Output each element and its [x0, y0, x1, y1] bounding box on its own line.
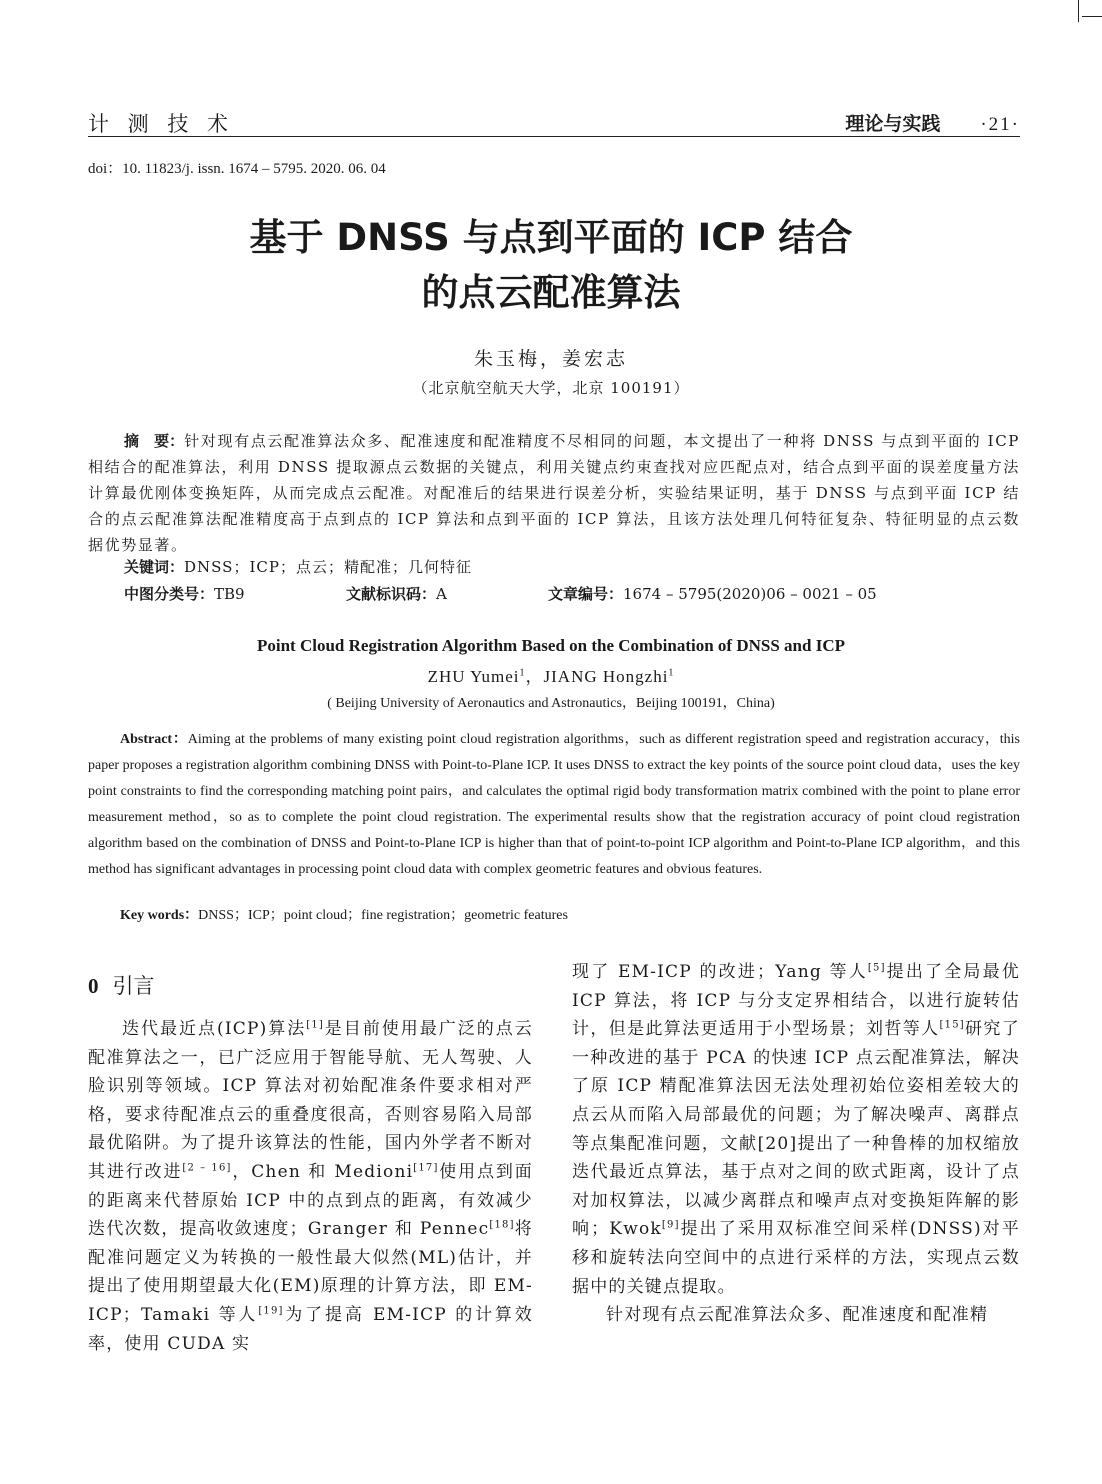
body-column-right [572, 958, 1020, 1330]
affiliation: （北京航空航天大学，北京 100191） [412, 379, 690, 397]
right-paragraph-2: 针对现有点云配准算法众多、配准速度和配准精 [606, 1305, 989, 1326]
en-author-2-sup: 1 [668, 667, 675, 679]
en-keywords-text: DNSS；ICP；point cloud；fine registration；geometric features [198, 908, 568, 923]
citation-1: [1] [306, 1019, 324, 1031]
right-text-2: 提出了全局最优 ICP 算法，将 ICP 与分支定界相结合，以进行旋转估计，但是此算法更适用于小型场景；刘哲等人 [572, 962, 1020, 1040]
page-number: ·21· [980, 114, 1020, 135]
authors: 朱玉梅，姜宏志 [473, 348, 628, 370]
clc-number [124, 583, 245, 604]
right-text-1: 现了 EM-ICP 的改进；Yang 等人 [572, 962, 868, 982]
doi: doi：10. 11823/j. issn. 1674 – 5795. 2020. 06. 04 [88, 161, 386, 177]
paper-title [0, 210, 1102, 320]
doc-code [346, 583, 447, 604]
en-abstract-label: Abstract： [120, 732, 188, 747]
title-line-1: 基于 DNSS 与点到平面的 ICP 结合 [249, 216, 853, 259]
right-paragraph-1 [572, 958, 1020, 1301]
header-rule [88, 136, 1020, 137]
cn-abstract [88, 428, 1020, 558]
clc-label: 中图分类号： [124, 585, 215, 603]
crop-mark-top-right-h [1082, 16, 1102, 17]
en-author-2: JIANG Hongzhi [543, 667, 669, 686]
article-label: 文章编号： [548, 585, 624, 603]
en-keywords-label: Key words： [120, 908, 199, 923]
left-text-4: 使用点到面的距离来代替原始 ICP 中的点到点的距离，有效减少迭代次数，提高收敛速度；Granger 和 Pennec [88, 1161, 533, 1240]
journal-name: 计 测 技 术 [88, 112, 235, 136]
en-keywords [120, 904, 568, 924]
body-column-left [88, 1015, 533, 1358]
cn-keywords [124, 556, 472, 577]
doc-value: A [436, 585, 447, 603]
en-authors [0, 662, 1102, 687]
doc-label: 文献标识码： [346, 585, 437, 603]
left-text-1: 迭代最近点(ICP)算法 [122, 1019, 307, 1039]
right-text-3: 研究了一种改进的基于 PCA 的快速 ICP 点云配准算法，解决了原 ICP 精配准算法因无法处理初始位姿相差较大的点云从而陷入局部最优的问题；为了解决噪声、离群点等点集配准问题，文献[20]提出了一种鲁棒的加权缩放迭代最近点算法，基于点对之间的欧式距离，设计了点对加权算法，以减少离群点和噪声点对变换矩阵解的影响；Kwok [572, 1019, 1021, 1240]
section-heading [88, 970, 155, 1000]
right-text-4: 提出了采用双标准空间采样(DNSS)对平移和旋转法向空间中的点进行采样的方法，实现点云数据中的关键点提取。 [572, 1219, 1020, 1297]
en-title: Point Cloud Registration Algorithm Based on the Combination of DNSS and ICP [257, 636, 845, 655]
cn-abstract-text: 针对现有点云配准算法众多、配准速度和配准精度不尽相同的问题，本文提出了一种将 DNSS 与点到平面的 ICP 相结合的配准算法，利用 DNSS 提取源点云数据的关键点，利用关键点约束查找对应匹配点对，结合点到平面的误差度量方法计算最优刚体变换矩阵，从而完成点云配准。对配准后的结果进行误差分析，实验结果证明，基于 DNSS 与点到平面 ICP 结合的点云配准算法配准精度高于点到点的 ICP 算法和点到平面的 ICP 算法，且该方法处理几何特征复杂、特征明显的点云数据优势显著。 [88, 432, 1020, 554]
cn-keywords-label: 关键词： [124, 558, 185, 576]
left-text-2: 是目前使用最广泛的点云配准算法之一，已广泛应用于智能导航、无人驾驶、人脸识别等领域。ICP 算法对初始配准条件要求相对严格，要求待配准点云的重叠度很高，否则容易陷入局部最优陷阱。为了提升该算法的性能，国内外学者不断对其进行改进 [88, 1019, 534, 1182]
en-author-1-sup: 1 [519, 667, 526, 679]
running-header-right [845, 109, 1020, 136]
section-number: 0 [88, 974, 99, 998]
left-text-5: 将配准问题定义为转换的一般性最大似然(ML)估计，并提出了使用期望最大化(EM)原理的计算方法，即 EM-ICP；Tamaki 等人 [88, 1219, 534, 1325]
citation-15: [15] [939, 1019, 965, 1031]
en-abstract [88, 727, 1020, 883]
en-author-1: ZHU Yumei [427, 667, 520, 686]
left-text-3: ，Chen 和 Medioni [231, 1161, 414, 1182]
citation-9: [9] [661, 1219, 680, 1231]
section-title: 引言 [112, 974, 155, 998]
crop-mark-top-right [1078, 0, 1079, 22]
section-name: 理论与实践 [845, 113, 941, 135]
article-value: 1674 – 5795(2020)06 – 0021 – 05 [623, 585, 877, 603]
en-abstract-text: Aiming at the problems of many existing point cloud registration algorithms，such as different registration speed and registration accuracy，this paper proposes a registration algorithm combining DNSS with Point-to-Plane ICP. It uses DNSS to extract the key points of the source point cloud data，uses the key point constraints to find the corresponding matching point pairs，and calculates the optimal rigid body transformation matrix combined with the point to plane error measurement method，so as to complete the point cloud registration. The experimental results show that the registration accuracy of point cloud registration algorithm based on the combination of DNSS and Point-to-Plane ICP is higher than that of point-to-point ICP algorithm and Point-to-Plane ICP algorithm，and this method has significant advantages in processing point cloud data with complex geometric features and obvious features. [88, 732, 1020, 877]
left-text-6: 为了提高 EM-ICP 的计算效率，使用 CUDA 实 [88, 1304, 533, 1354]
citation-2-16: [2 – 16] [182, 1162, 232, 1174]
citation-18: [18] [489, 1219, 515, 1231]
article-number [548, 583, 877, 604]
cn-keywords-text: DNSS；ICP；点云；精配准；几何特征 [184, 558, 472, 576]
citation-17: [17] [413, 1162, 439, 1174]
title-line-2: 的点云配准算法 [421, 271, 681, 314]
en-author-sep: ， [525, 667, 544, 686]
en-affiliation: ( Beijing University of Aeronautics and Astronautics，Beijing 100191，China) [327, 696, 775, 711]
clc-value: TB9 [214, 585, 245, 603]
citation-19: [19] [258, 1305, 284, 1317]
cn-abstract-label: 摘 要： [124, 432, 185, 450]
citation-5: [5] [867, 962, 886, 974]
